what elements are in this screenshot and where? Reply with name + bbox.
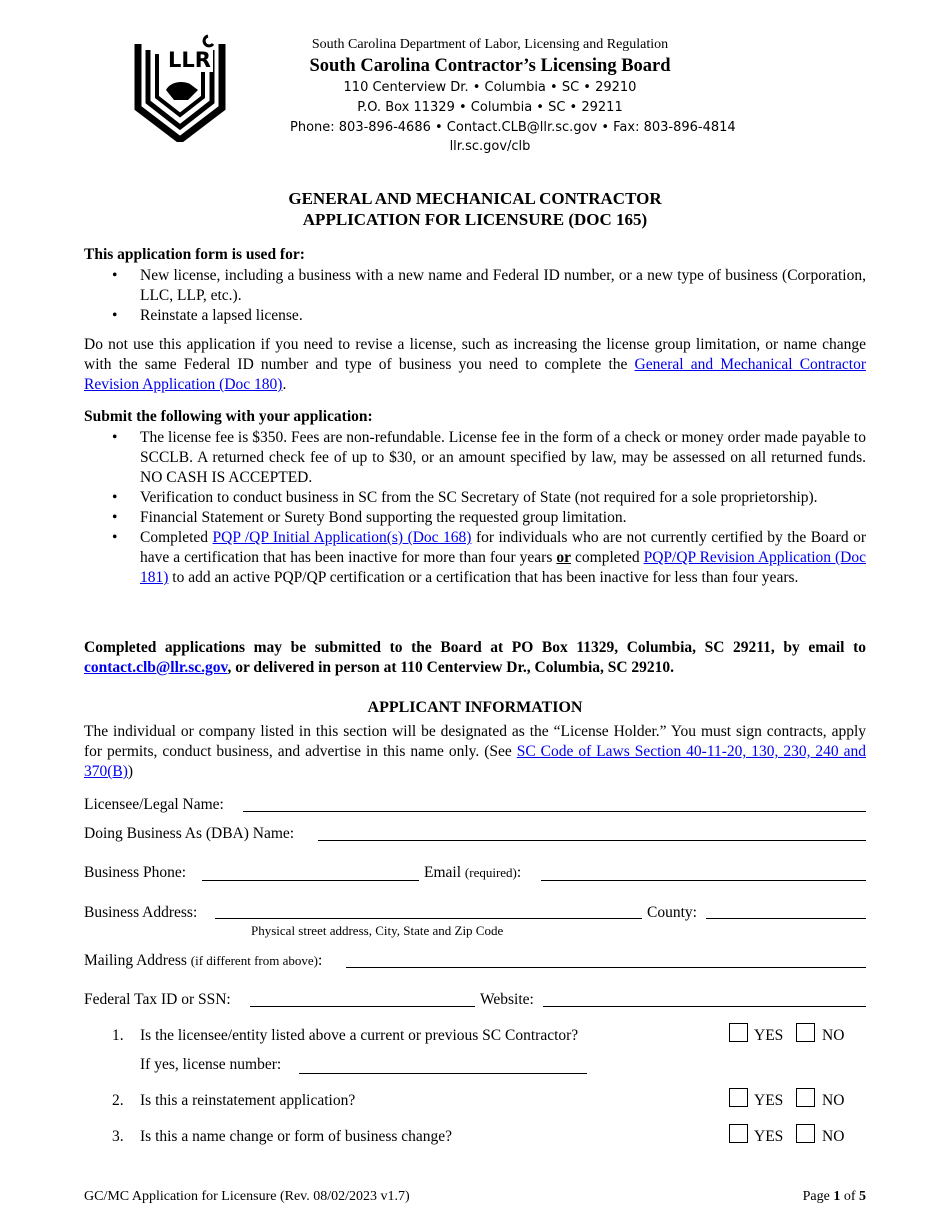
revision-application-link[interactable]: General and Mechanical Contractor Revision Application (Doc 180) bbox=[84, 356, 866, 393]
logo-text: LLR bbox=[168, 48, 211, 72]
question-3-no-checkbox[interactable] bbox=[796, 1124, 815, 1143]
submit-item-verification: • Verification to conduct business in SC from the SC Secretary of State (not required for a sole proprietorship). bbox=[112, 489, 818, 506]
email-label: Email (required): bbox=[424, 864, 522, 881]
form-title-line1: GENERAL AND MECHANICAL CONTRACTOR bbox=[288, 189, 662, 208]
sc-code-of-laws-link[interactable]: SC Code of Laws Section 40-11-20, 130, 230, 240 and 370(B) bbox=[84, 743, 866, 780]
tax-id-field[interactable] bbox=[250, 1006, 475, 1007]
submit-list bbox=[84, 428, 866, 588]
tax-id-label: Federal Tax ID or SSN: bbox=[84, 991, 231, 1008]
usage-list bbox=[84, 266, 866, 326]
question-3-yes-checkbox[interactable] bbox=[729, 1124, 748, 1143]
question-1-yes-checkbox[interactable] bbox=[729, 1023, 748, 1042]
board-website: llr.sc.gov/clb bbox=[449, 139, 531, 154]
business-address-label: Business Address: bbox=[84, 904, 198, 921]
question-1-no-label: NO bbox=[822, 1027, 845, 1044]
usage-item-reinstate: • Reinstate a lapsed license. bbox=[112, 307, 303, 324]
board-name: South Carolina Contractor’s Licensing Board bbox=[309, 56, 671, 76]
question-2-number: 2. bbox=[112, 1092, 124, 1109]
email-field[interactable] bbox=[541, 880, 866, 881]
county-label: County: bbox=[647, 904, 697, 921]
llr-logo-icon bbox=[130, 30, 230, 142]
po-box-address: P.O. Box 11329 • Columbia • SC • 29211 bbox=[357, 100, 623, 115]
delivery-instructions: Completed applications may be submitted to the Board at PO Box 11329, Columbia, SC 29211, by email to contact.clb@llr.sc.gov, or delivered in person at 110 Centerview Dr., Columbia, SC 29210. bbox=[84, 639, 866, 676]
question-1-number: 1. bbox=[112, 1027, 124, 1044]
license-number-field[interactable] bbox=[299, 1073, 587, 1074]
department-name: South Carolina Department of Labor, Licensing and Regulation bbox=[311, 37, 669, 52]
applicant-info-heading: APPLICANT INFORMATION bbox=[367, 699, 583, 716]
usage-heading: This application form is used for: bbox=[84, 246, 305, 263]
revision-paragraph: Do not use this application if you need to revise a license, such as increasing the license group limitation, or name change with the same Federal ID number and type of business you need to complete the General and Mechanical Contractor Revision Application (Doc 180). bbox=[84, 336, 866, 393]
street-address: 110 Centerview Dr. • Columbia • SC • 29210 bbox=[343, 80, 637, 95]
contact-info: Phone: 803-896-4686 • Contact.CLB@llr.sc.gov • Fax: 803-896-4814 bbox=[290, 120, 736, 135]
business-address-note: Physical street address, City, State and Zip Code bbox=[251, 923, 504, 938]
submit-item-pqp: • Completed PQP /QP Initial Application(s) (Doc 168) for individuals who are not currently certified by the Board or have a certification that has been inactive for more than four years or completed PQP/QP Revision Application (Doc 181) to add an active PQP/QP certification or a certification that has been inactive for less than four years. bbox=[112, 529, 866, 586]
form-title-line2: APPLICATION FOR LICENSURE (DOC 165) bbox=[302, 210, 648, 229]
question-2-no-label: NO bbox=[822, 1092, 845, 1109]
business-phone-label: Business Phone: bbox=[84, 864, 187, 881]
mailing-address-field[interactable] bbox=[346, 967, 866, 968]
question-1-text: Is the licensee/entity listed above a current or previous SC Contractor? bbox=[140, 1027, 579, 1044]
llr-logo bbox=[130, 30, 230, 142]
footer-page-number: Page 1 of 5 bbox=[802, 1189, 866, 1204]
license-number-label: If yes, license number: bbox=[140, 1056, 282, 1073]
question-2-text: Is this a reinstatement application? bbox=[140, 1092, 356, 1109]
question-1-no-checkbox[interactable] bbox=[796, 1023, 815, 1042]
question-2-yes-checkbox[interactable] bbox=[729, 1088, 748, 1107]
question-2-yes-label: YES bbox=[754, 1092, 784, 1109]
question-3-number: 3. bbox=[112, 1128, 124, 1145]
submit-heading: Submit the following with your application: bbox=[84, 408, 373, 425]
business-address-field[interactable] bbox=[215, 918, 642, 919]
submit-item-financial: • Financial Statement or Surety Bond supporting the requested group limitation. bbox=[112, 509, 627, 526]
business-phone-field[interactable] bbox=[202, 880, 419, 881]
mailing-address-label: Mailing Address (if different from above): bbox=[84, 952, 323, 969]
question-3-yes-label: YES bbox=[754, 1128, 784, 1145]
website-field[interactable] bbox=[543, 1006, 866, 1007]
pqp-initial-application-link[interactable]: PQP /QP Initial Application(s) (Doc 168) bbox=[212, 529, 472, 546]
dba-label: Doing Business As (DBA) Name: bbox=[84, 825, 295, 842]
county-field[interactable] bbox=[706, 918, 866, 919]
legal-name-field[interactable] bbox=[243, 811, 866, 812]
dba-field[interactable] bbox=[318, 840, 866, 841]
question-3-text: Is this a name change or form of business change? bbox=[140, 1128, 453, 1145]
question-3-no-label: NO bbox=[822, 1128, 845, 1145]
question-2-no-checkbox[interactable] bbox=[796, 1088, 815, 1107]
website-label: Website: bbox=[480, 991, 534, 1008]
question-1-yes-label: YES bbox=[754, 1027, 784, 1044]
legal-name-label: Licensee/Legal Name: bbox=[84, 796, 224, 813]
usage-item-new: • New license, including a business with a new name and Federal ID number, or a new type of business (Corporation, LLC, LLP, etc.). bbox=[112, 267, 866, 304]
pqp-revision-application-link[interactable]: PQP/QP Revision Application (Doc 181) bbox=[140, 549, 866, 586]
footer-form-revision: GC/MC Application for Licensure (Rev. 08/02/2023 v1.7) bbox=[84, 1189, 410, 1204]
contact-email-link[interactable]: contact.clb@llr.sc.gov bbox=[84, 659, 228, 676]
applicant-intro: The individual or company listed in this section will be designated as the “License Holder.” You must sign contracts, apply for permits, conduct business, and advertise in this name only. (See SC Code of Laws Section 40-11-20, 130, 230, 240 and 370(B)) bbox=[84, 723, 866, 780]
submit-item-fee: • The license fee is $350. Fees are non-refundable. License fee in the form of a check or money order made payable to SCCLB. A returned check fee of up to $30, or an amount specified by law, may be assessed on all returned funds. NO CASH IS ACCEPTED. bbox=[112, 429, 866, 486]
